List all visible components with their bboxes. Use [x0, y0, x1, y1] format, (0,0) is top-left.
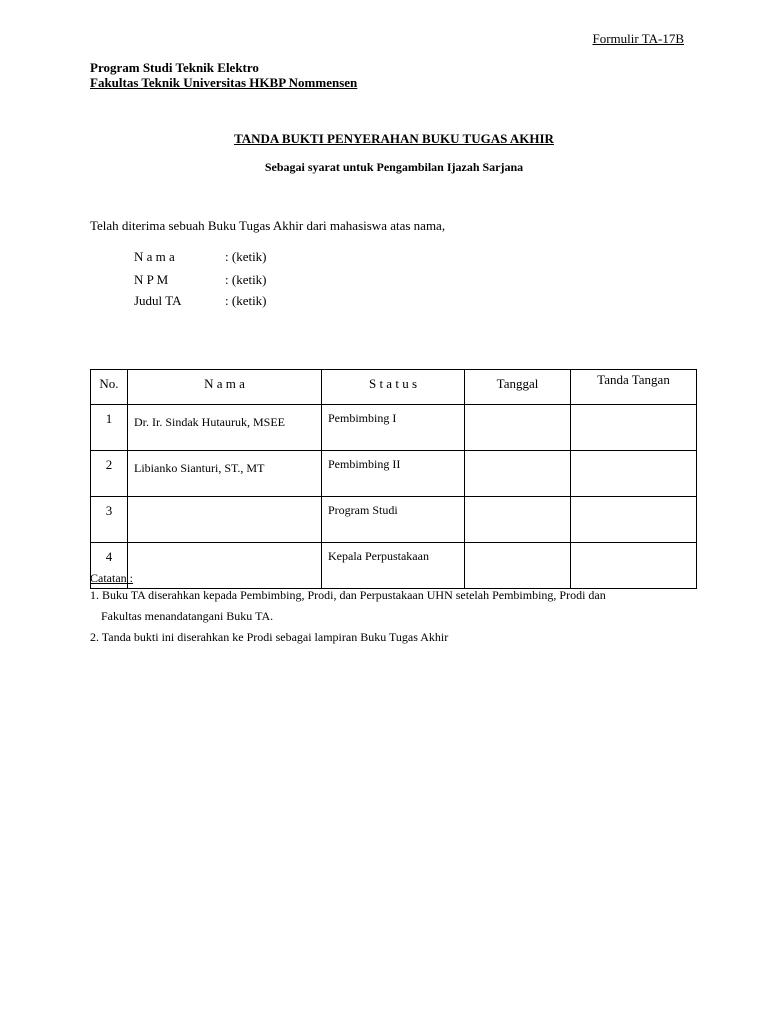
table-header-row [91, 370, 697, 405]
note-item: 2. Tanda bukti ini diserahkan ke Prodi sebagai lampiran Buku Tugas Akhir [90, 630, 449, 644]
cell-nama: Dr. Ir. Sindak Hutauruk, MSEE [128, 405, 322, 451]
table-row [91, 451, 697, 497]
field-label: Judul TA [134, 293, 182, 308]
table-row [91, 405, 697, 451]
cell-tanggal[interactable] [465, 497, 571, 543]
header-nama: N a m a [128, 370, 322, 405]
cell-no: 1 [91, 405, 128, 451]
cell-nama: Libianko Sianturi, ST., MT [128, 451, 322, 497]
header-tanda-tangan: Tanda Tangan [571, 370, 697, 405]
table-row [91, 497, 697, 543]
notes-heading: Catatan : [90, 571, 133, 585]
signature-table [90, 369, 697, 589]
field-label: N a m a [134, 249, 175, 264]
cell-no: 4 [91, 543, 128, 589]
form-code: Formulir TA-17B [592, 31, 684, 46]
header-no: No. [91, 370, 128, 405]
header-tanggal: Tanggal [465, 370, 571, 405]
cell-status: Pembimbing I [322, 405, 465, 451]
faculty-name: Fakultas Teknik Universitas HKBP Nommensen [90, 75, 358, 90]
cell-status: Pembimbing II [322, 451, 465, 497]
cell-tanda-tangan[interactable] [571, 451, 697, 497]
intro-text: Telah diterima sebuah Buku Tugas Akhir dari mahasiswa atas nama, [90, 218, 446, 233]
program-name: Program Studi Teknik Elektro [90, 60, 259, 75]
cell-tanda-tangan[interactable] [571, 497, 697, 543]
field-value[interactable]: : (ketik) [225, 293, 267, 308]
cell-tanda-tangan[interactable] [571, 405, 697, 451]
field-value[interactable]: : (ketik) [225, 272, 267, 287]
notes-section [90, 571, 606, 648]
note-item: 1. Buku TA diserahkan kepada Pembimbing, Prodi, dan Perpustakaan UHN setelah Pembimbing, Prodi dan [90, 588, 606, 602]
cell-status: Program Studi [322, 497, 465, 543]
institution-header [90, 60, 357, 90]
note-item: Fakultas menandatangani Buku TA. [101, 609, 274, 623]
cell-no: 3 [91, 497, 128, 543]
field-value[interactable]: : (ketik) [225, 249, 267, 264]
cell-tanggal[interactable] [465, 405, 571, 451]
header-status: S t a t u s [322, 370, 465, 405]
document-subtitle: Sebagai syarat untuk Pengambilan Ijazah Sarjana [264, 160, 524, 174]
cell-nama [128, 497, 322, 543]
cell-tanggal[interactable] [465, 451, 571, 497]
cell-no: 2 [91, 451, 128, 497]
document-title: TANDA BUKTI PENYERAHAN BUKU TUGAS AKHIR [234, 131, 554, 146]
field-label: N P M [134, 272, 169, 287]
cell-status: Kepala Perpustakaan [322, 543, 465, 589]
